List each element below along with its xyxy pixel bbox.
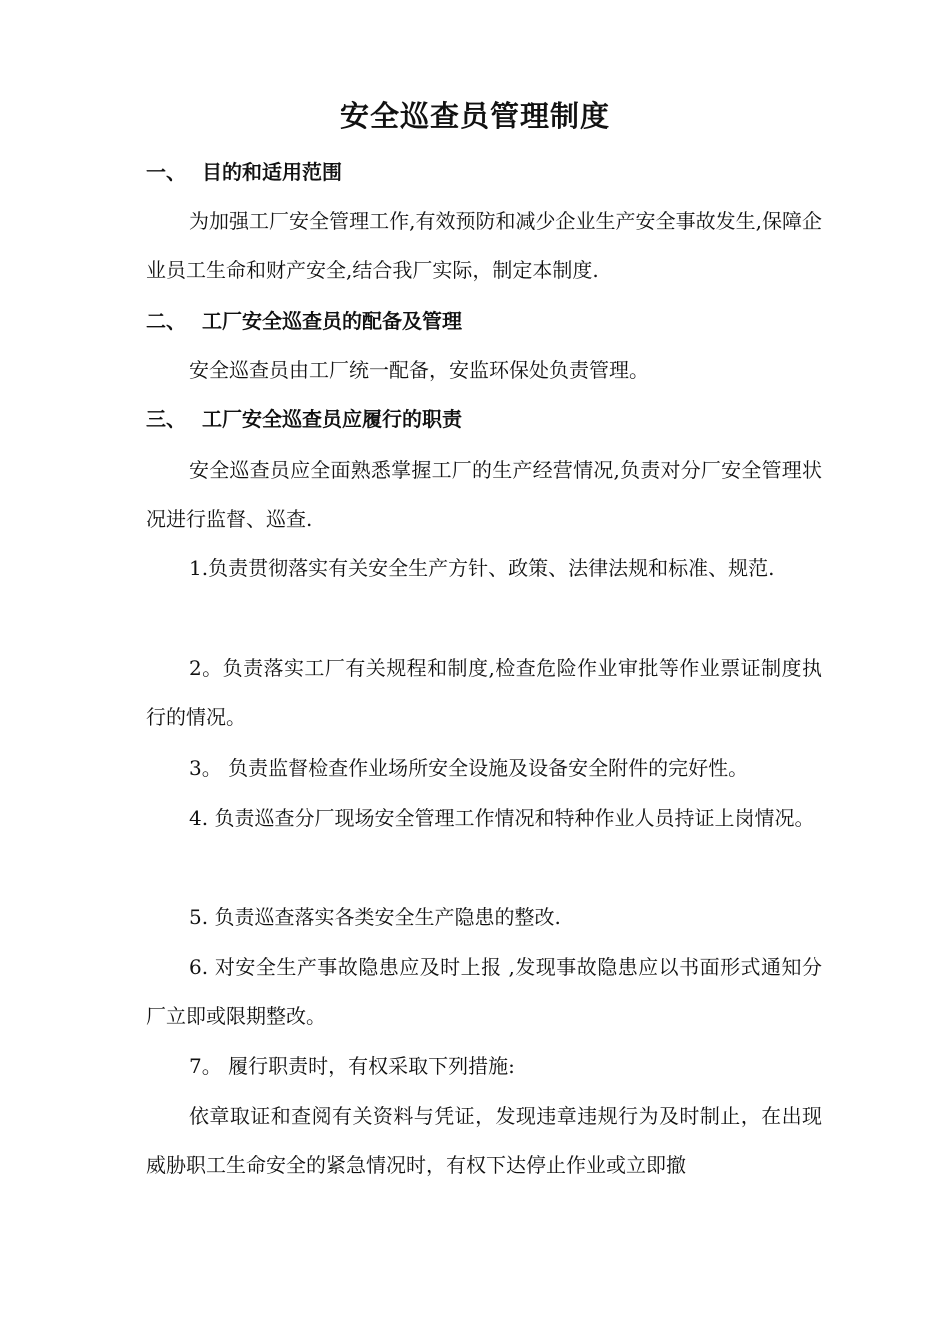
section-title: 目的和适用范围 [202,160,342,184]
paragraph: 2。负责落实工厂有关规程和制度,检查危险作业审批等作业票证制度执行的情况。 [146,656,822,729]
section-title: 工厂安全巡查员应履行的职责 [202,407,462,431]
paragraph: 5. 负责巡查落实各类安全生产隐患的整改. [189,905,561,929]
paragraph: 依章取证和查阅有关资料与凭证，发现违章违规行为及时制止，在出现威胁职工生命安全的紧急情况时，有权下达停止作业或立即撤 [146,1104,822,1177]
paragraph: 7。 履行职责时，有权采取下列措施: [189,1054,515,1078]
paragraph: 为加强工厂安全管理工作,有效预防和减少企业生产安全事故发生,保障企业员工生命和财产安全,结合我厂实际，制定本制度. [146,209,822,282]
section-number: 一、 [146,160,186,184]
paragraph: 安全巡查员应全面熟悉掌握工厂的生产经营情况,负责对分厂安全管理状况进行监督、巡查. [146,458,822,531]
paragraph: 3。 负责监督检查作业场所安全设施及设备安全附件的完好性。 [189,756,749,780]
paragraph: 1.负责贯彻落实有关安全生产方针、政策、法律法规和标准、规范. [189,556,775,580]
section-heading-2 [146,306,462,336]
paragraph: 6. 对安全生产事故隐患应及时上报 ,发现事故隐患应以书面形式通知分厂立即或限期整改。 [146,955,822,1028]
section-heading-1 [146,157,342,187]
section-number: 三、 [146,407,186,431]
section-number: 二、 [146,309,186,333]
paragraph: 安全巡查员由工厂统一配备，安监环保处负责管理。 [189,358,649,382]
document-title: 安全巡查员管理制度 [339,99,610,133]
section-title: 工厂安全巡查员的配备及管理 [202,309,462,333]
section-heading-3 [146,404,462,434]
paragraph: 4. 负责巡查分厂现场安全管理工作情况和特种作业人员持证上岗情况。 [189,806,815,830]
